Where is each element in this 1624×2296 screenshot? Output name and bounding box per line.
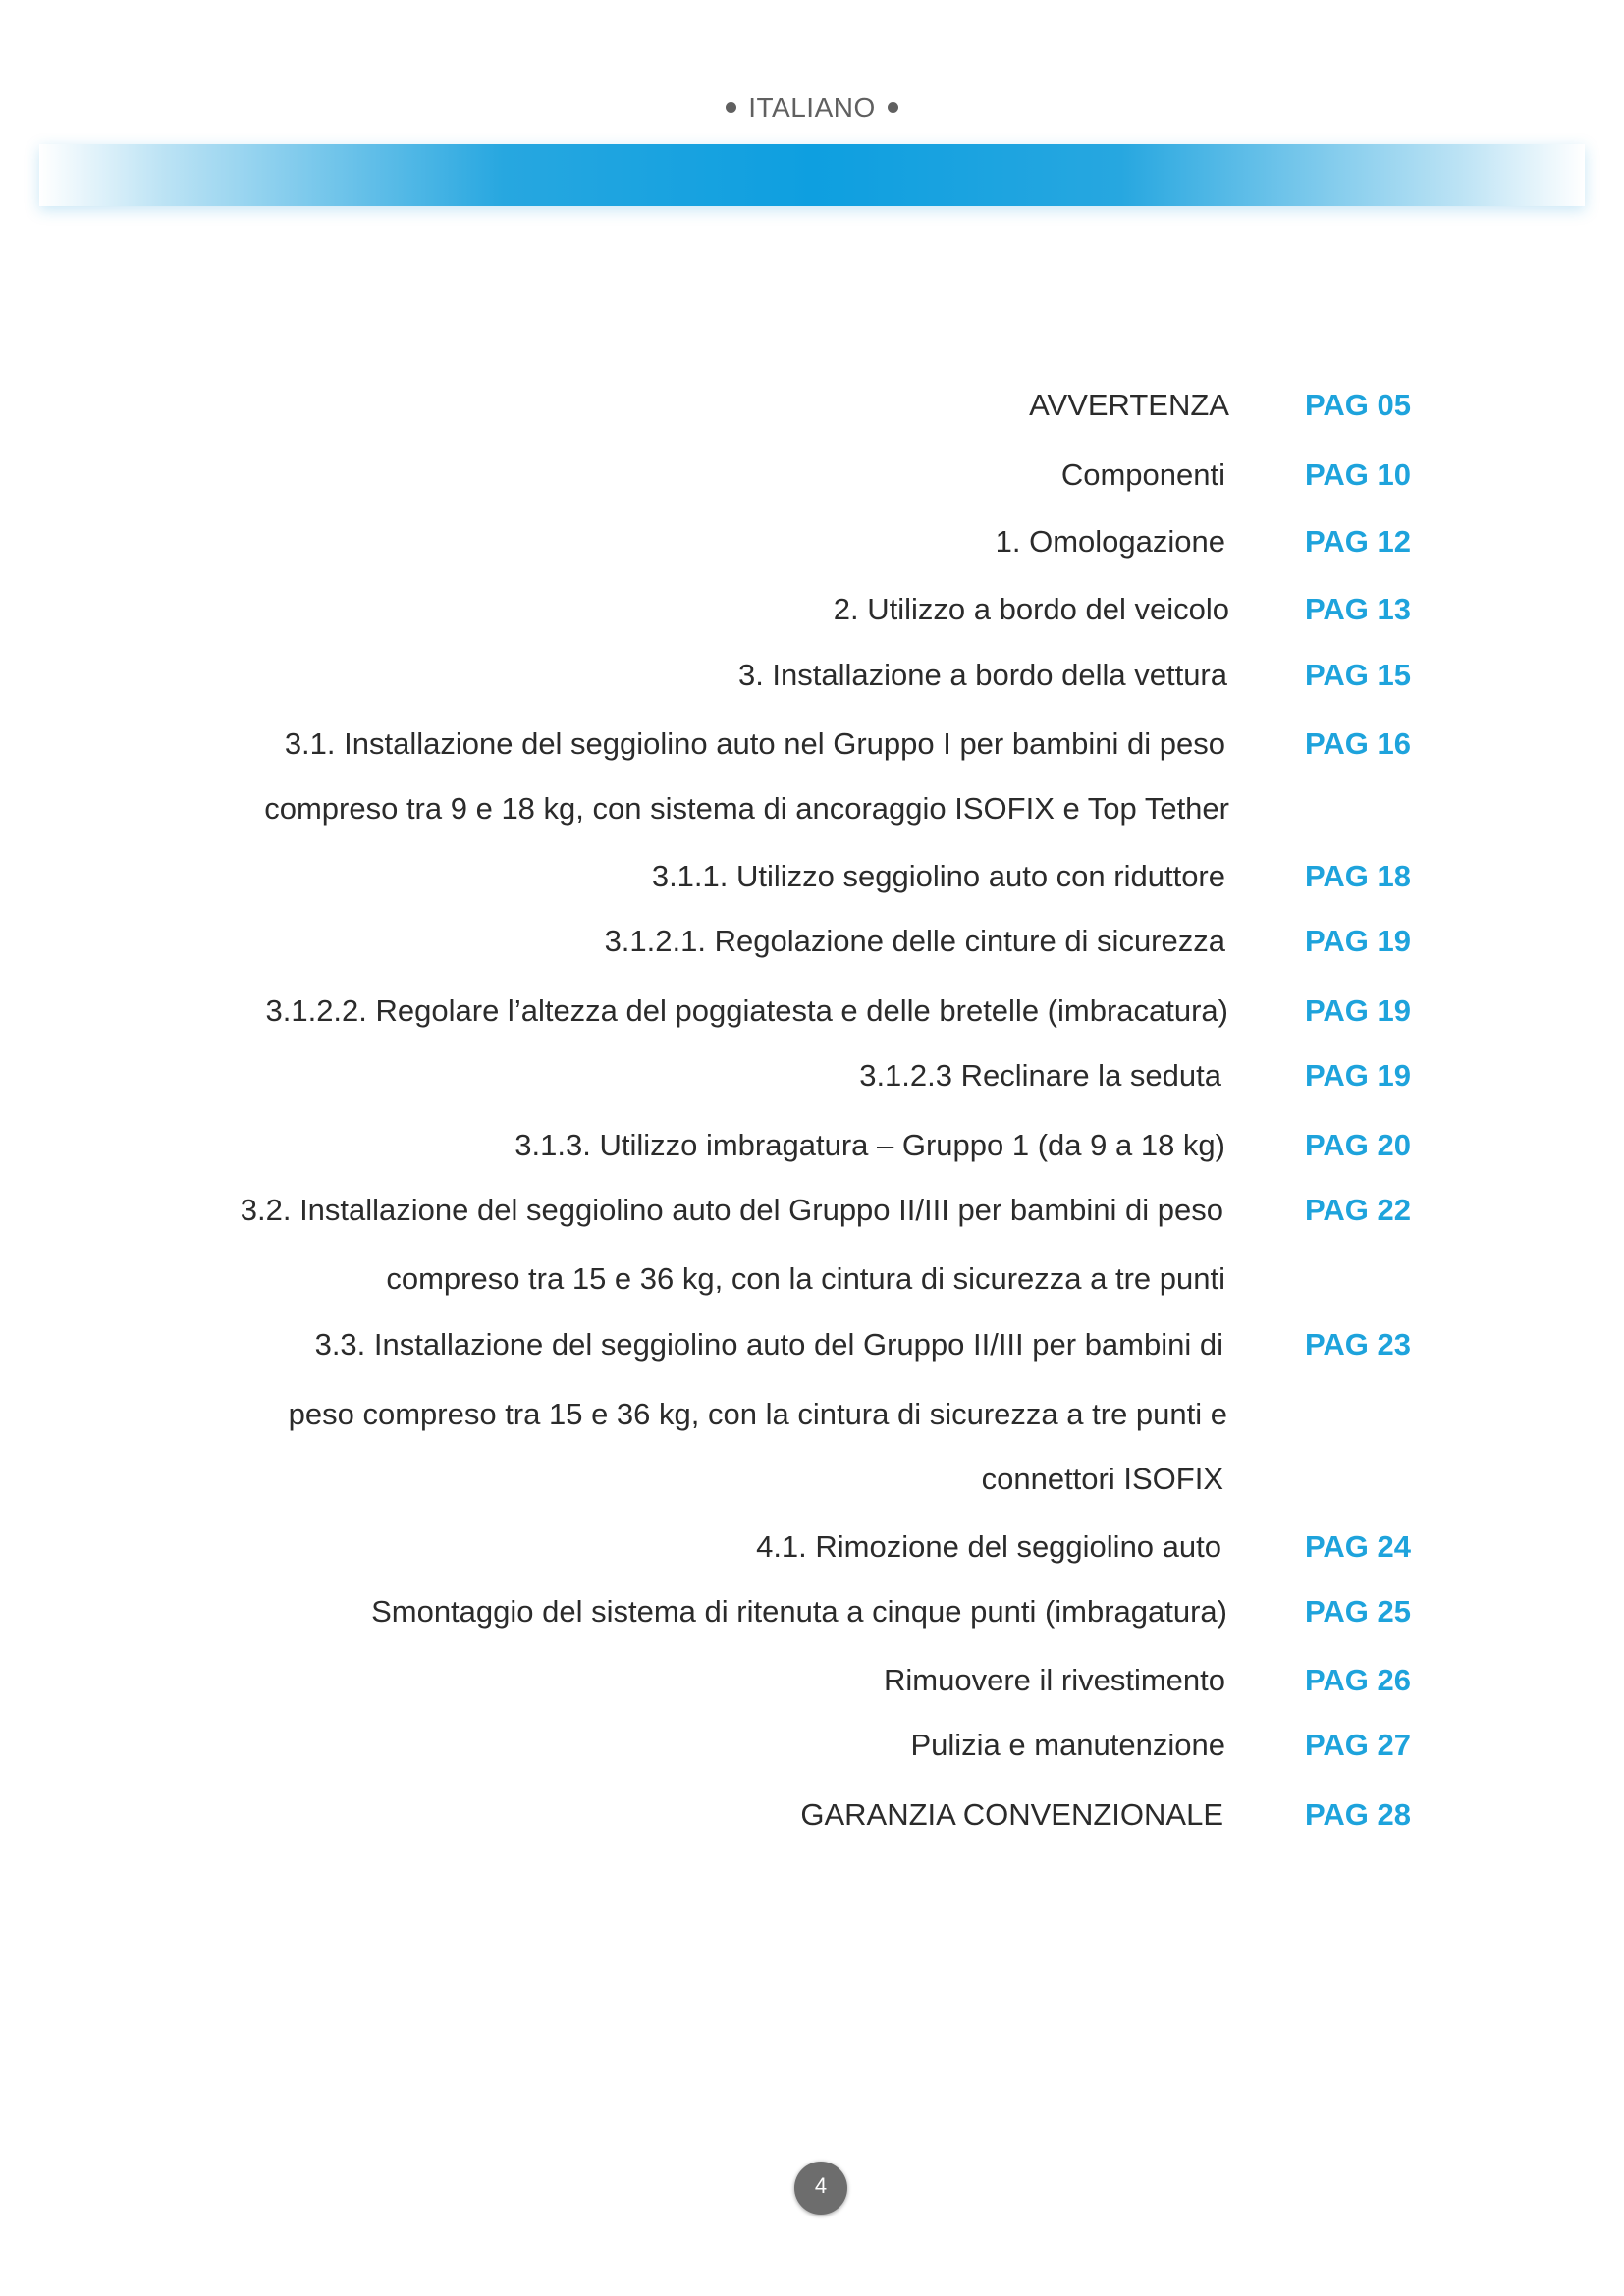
toc-entry-page-ref: PAG 28	[1305, 1797, 1411, 1832]
toc-entry-page-ref: PAG 19	[1305, 993, 1411, 1028]
toc-entry-title-line: compreso tra 9 e 18 kg, con sistema di ancoraggio ISOFIX e Top Tether	[264, 791, 1229, 826]
toc-entry-title-line: 3. Installazione a bordo della vettura	[737, 658, 1227, 692]
toc-entry-title-line: peso compreso tra 15 e 36 kg, con la cintura di sicurezza a tre punti e	[288, 1397, 1227, 1431]
toc-entry-page-ref: PAG 05	[1305, 388, 1411, 422]
toc-entry-title-line: 3.1.2.3 Reclinare la seduta	[859, 1058, 1221, 1093]
toc-entry-page-ref: PAG 20	[1305, 1128, 1411, 1162]
toc-entry-title-line: AVVERTENZA	[1029, 388, 1229, 422]
toc-entry-title-line: 1. Omologazione	[995, 524, 1225, 559]
toc-entry-page-ref: PAG 13	[1305, 592, 1411, 626]
toc-entry-title-line: Rimuovere il rivestimento	[884, 1663, 1225, 1697]
toc-entry-page-ref: PAG 15	[1305, 658, 1411, 692]
toc-entry-title-line: 3.2. Installazione del seggiolino auto del Gruppo II/III per bambini di peso	[240, 1193, 1223, 1227]
toc-entry-page-ref: PAG 12	[1305, 524, 1411, 559]
toc-entry-title-line: 2. Utilizzo a bordo del veicolo	[833, 592, 1229, 626]
toc-entry-title-line: GARANZIA CONVENZIONALE	[800, 1797, 1223, 1832]
toc-entry-title-line: Smontaggio del sistema di ritenuta a cinque punti (imbragatura)	[371, 1594, 1227, 1629]
toc-entry-page-ref: PAG 24	[1305, 1529, 1411, 1564]
toc-entry-title-line: compreso tra 15 e 36 kg, con la cintura di sicurezza a tre punti	[386, 1261, 1225, 1296]
toc-entry-page-ref: PAG 18	[1305, 859, 1411, 893]
toc-entry-title-line: 3.1.3. Utilizzo imbragatura – Gruppo 1 (da 9 a 18 kg)	[514, 1128, 1225, 1162]
toc-entry-title-line: 3.1. Installazione del seggiolino auto nel Gruppo I per bambini di peso	[284, 726, 1225, 761]
toc-entry-page-ref: PAG 16	[1305, 726, 1411, 761]
toc-entry-page-ref: PAG 25	[1305, 1594, 1411, 1629]
toc-entry-page-ref: PAG 19	[1305, 1058, 1411, 1093]
toc-entry-page-ref: PAG 23	[1305, 1327, 1411, 1362]
toc-entry-page-ref: PAG 27	[1305, 1728, 1411, 1762]
toc-entry-title-line: connettori ISOFIX	[981, 1462, 1223, 1496]
toc-entry-title-line: Componenti	[1060, 457, 1225, 492]
toc-entry-title-line: 3.3. Installazione del seggiolino auto del Gruppo II/III per bambini di	[314, 1327, 1223, 1362]
toc-entry-title-line: 3.1.2.2. Regolare l’altezza del poggiatesta e delle bretelle (imbracatura)	[265, 993, 1228, 1028]
toc-entry-page-ref: PAG 10	[1305, 457, 1411, 492]
toc-entry-page-ref: PAG 26	[1305, 1663, 1411, 1697]
toc-entry-title-line: 3.1.2.1. Regolazione delle cinture di sicurezza	[604, 924, 1225, 958]
toc-entry-page-ref: PAG 19	[1305, 924, 1411, 958]
toc-entry-page-ref: PAG 22	[1305, 1193, 1411, 1227]
page-number-badge	[794, 2162, 847, 2215]
toc-entry-title-line: 4.1. Rimozione del seggiolino auto	[756, 1529, 1221, 1564]
toc-entry-title-line: 3.1.1. Utilizzo seggiolino auto con riduttore	[651, 859, 1225, 893]
page-number-text: 4	[814, 2173, 828, 2198]
toc-entry-title-line: Pulizia e manutenzione	[910, 1728, 1225, 1762]
header-language-text: ITALIANO	[748, 92, 876, 123]
